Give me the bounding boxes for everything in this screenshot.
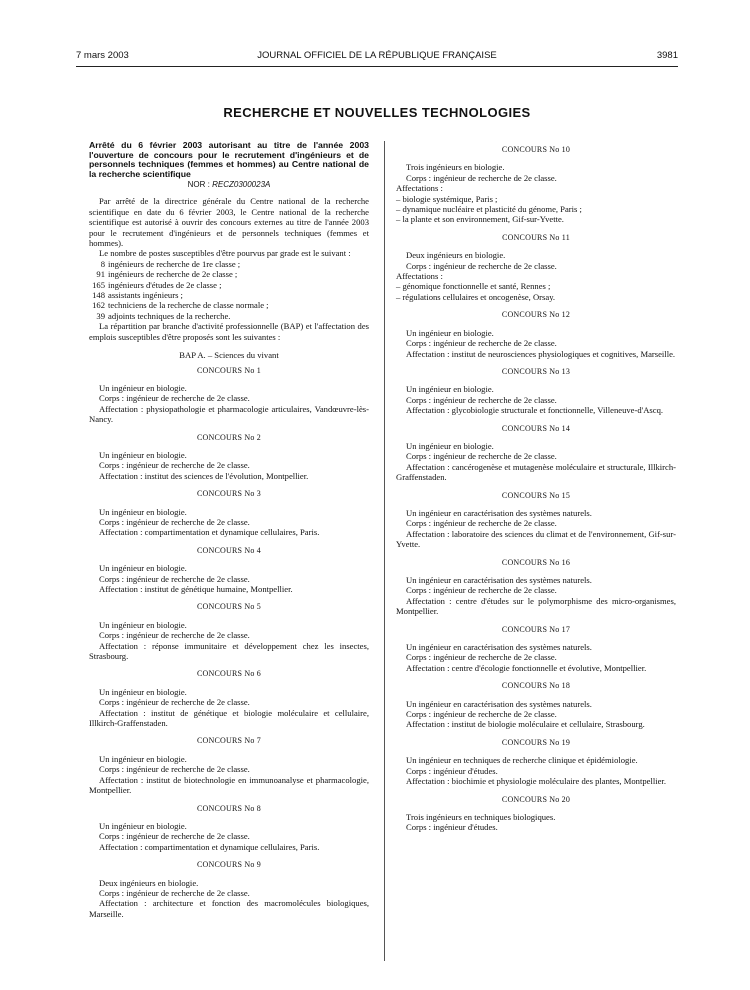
left-column xyxy=(89,141,369,919)
concours-block: CONCOURS No 11 Deux ingénieurs en biologie. Corps : ingénieur de recherche de 2e classe. Affectations : – génomique fonctionnelle et santé, Rennes ; – régulations cellulaires et oncogenèse, Orsay. xyxy=(396,233,676,302)
concours-title: CONCOURS No 13 xyxy=(501,366,571,376)
grade-item: 165 ingénieurs d'études de 2e classe ; xyxy=(92,279,222,290)
grade-item: 39 adjoints techniques de la recherche. xyxy=(96,310,231,321)
concours-block: CONCOURS No 8 Un ingénieur en biologie. Corps : ingénieur de recherche de 2e classe. Affectation : compartimentation et dynamique cellulaires, Paris. xyxy=(89,804,369,853)
header-page-number: 3981 xyxy=(656,50,678,61)
concours-block: CONCOURS No 2 Un ingénieur en biologie. Corps : ingénieur de recherche de 2e classe. Affectation : institut des sciences de l'évolution, Montpellier. xyxy=(89,433,369,482)
concours-block: CONCOURS No 18 Un ingénieur en caractérisation des systèmes naturels. Corps : ingénieur de recherche de 2e classe. Affectation : institut de biologie moléculaire et cellulaire, Strasbourg. xyxy=(396,681,676,730)
grades-list xyxy=(89,259,369,321)
header-rule xyxy=(76,66,678,67)
concours-block: CONCOURS No 4 Un ingénieur en biologie. Corps : ingénieur de recherche de 2e classe. Affectation : institut de génétique humaine, Montpellier. xyxy=(89,546,369,595)
grade-item: 148 assistants ingénieurs ; xyxy=(92,290,183,301)
concours-title: CONCOURS No 12 xyxy=(501,310,571,320)
concours-title: CONCOURS No 15 xyxy=(501,490,571,500)
concours-title: CONCOURS No 18 xyxy=(501,681,571,691)
concours-title: CONCOURS No 20 xyxy=(501,794,571,804)
bap-heading: BAP A. – Sciences du vivant xyxy=(179,350,279,361)
concours-title: CONCOURS No 16 xyxy=(501,557,571,567)
concours-title: CONCOURS No 9 xyxy=(197,860,261,870)
concours-block: CONCOURS No 10 Trois ingénieurs en biologie. Corps : ingénieur de recherche de 2e classe. Affectations : – biologie systémique, Paris ; – dynamique nucléaire et plasticité du génome, Paris ; – la plante et son environnement, Gif-sur-Yvette. xyxy=(396,145,676,225)
concours-block: CONCOURS No 7 Un ingénieur en biologie. Corps : ingénieur de recherche de 2e classe. Affectation : institut de biotechnologie en immunoanalyse et pharmacologie, Montpellier. xyxy=(89,736,369,796)
concours-block: CONCOURS No 1 Un ingénieur en biologie. Corps : ingénieur de recherche de 2e classe. Affectation : physiopathologie et pharmacologie articulaires, Vandœuvre-lès-Nancy. xyxy=(89,365,369,425)
concours-title: CONCOURS No 6 xyxy=(197,669,261,679)
nor-reference xyxy=(89,180,369,190)
concours-block: CONCOURS No 17 Un ingénieur en caractérisation des systèmes naturels. Corps : ingénieur de recherche de 2e classe. Affectation : centre d'écologie fonctionnelle et évolutive, Montpellier. xyxy=(396,625,676,674)
concours-title: CONCOURS No 10 xyxy=(501,145,571,154)
concours-block: CONCOURS No 5 Un ingénieur en biologie. Corps : ingénieur de recherche de 2e classe. Affectation : réponse immunitaire et développement chez les insectes, Strasbourg. xyxy=(89,602,369,662)
grade-item: 91 ingénieurs de recherche de 2e classe ; xyxy=(96,269,238,280)
concours-block: CONCOURS No 16 Un ingénieur en caractérisation des systèmes naturels. Corps : ingénieur de recherche de 2e classe. Affectation : centre d'études sur le polymorphisme des micro-organismes, Montpellier. xyxy=(396,557,676,617)
header-date: 7 mars 2003 xyxy=(76,50,129,61)
concours-block: CONCOURS No 6 Un ingénieur en biologie. Corps : ingénieur de recherche de 2e classe. Affectation : institut de génétique et biologie moléculaire et cellulaire, Illkirch-Graffenstaden. xyxy=(89,669,369,729)
concours-title: CONCOURS No 1 xyxy=(197,365,261,375)
column-divider xyxy=(384,141,385,961)
section-title: RECHERCHE ET NOUVELLES TECHNOLOGIES xyxy=(223,105,531,120)
concours-title: CONCOURS No 2 xyxy=(197,432,261,442)
nor-label: NOR : xyxy=(187,180,210,189)
grade-item: 8 ingénieurs de recherche de 1re classe ; xyxy=(100,258,241,269)
nor-code: RECZ0300023A xyxy=(212,180,271,189)
concours-block: CONCOURS No 20 Trois ingénieurs en techniques biologiques. Corps : ingénieur d'études. xyxy=(396,795,676,833)
concours-block: CONCOURS No 12 Un ingénieur en biologie. Corps : ingénieur de recherche de 2e classe. Affectation : institut de neurosciences physiologiques et cognitives, Marseille. xyxy=(396,310,676,359)
concours-title: CONCOURS No 5 xyxy=(197,602,261,612)
concours-block: CONCOURS No 15 Un ingénieur en caractérisation des systèmes naturels. Corps : ingénieur de recherche de 2e classe. Affectation : laboratoire des sciences du climat et de l'environnement, Gif-sur-Yvette. xyxy=(396,490,676,550)
concours-title: CONCOURS No 19 xyxy=(501,737,571,747)
concours-block: CONCOURS No 9 Deux ingénieurs en biologie. Corps : ingénieur de recherche de 2e classe. Affectation : architecture et fonction des macromolécules biologiques, Marseille. xyxy=(89,860,369,919)
concours-title: CONCOURS No 8 xyxy=(197,803,261,813)
grade-item: 162 techniciens de la recherche de classe normale ; xyxy=(92,300,269,311)
concours-block: CONCOURS No 13 Un ingénieur en biologie. Corps : ingénieur de recherche de 2e classe. Affectation : glycobiologie structurale et fonctionnelle, Villeneuve-d'Ascq. xyxy=(396,367,676,416)
concours-block: CONCOURS No 3 Un ingénieur en biologie. Corps : ingénieur de recherche de 2e classe. Affectation : compartimentation et dynamique cellulaires, Paris. xyxy=(89,489,369,538)
concours-title: CONCOURS No 14 xyxy=(501,423,571,433)
right-column xyxy=(396,141,676,833)
concours-title: CONCOURS No 3 xyxy=(197,489,261,499)
concours-block: CONCOURS No 19 Un ingénieur en techniques de recherche clinique et épidémiologie. Corps : ingénieur d'études. Affectation : biochimie et physiologie moléculaire des plantes, Montpellier. xyxy=(396,738,676,787)
concours-title: CONCOURS No 4 xyxy=(197,545,261,555)
concours-title: CONCOURS No 11 xyxy=(502,232,570,242)
concours-block: CONCOURS No 14 Un ingénieur en biologie. Corps : ingénieur de recherche de 2e classe. Affectation : cancérogenèse et mutagenèse moléculaire et structurale, Illkirch-Graffenstaden. xyxy=(396,423,676,483)
page-header xyxy=(76,50,678,64)
postes-intro: Le nombre de postes susceptibles d'être pourvus par grade est le suivant : xyxy=(99,248,351,259)
concours-title: CONCOURS No 17 xyxy=(501,624,571,634)
header-journal-title: JOURNAL OFFICIEL DE LA RÉPUBLIQUE FRANÇAISE xyxy=(257,50,497,61)
arrete-title: Arrêté du 6 février 2003 autorisant au titre de l'année 2003 l'ouverture de concours pour le recrutement d'ingénieurs et de personnels techniques (femmes et hommes) au Centre national de la recherche scientifique xyxy=(89,140,369,179)
arrete-intro: Par arrêté de la directrice générale du Centre national de la recherche scientifique en date du 6 février 2003, le Centre national de la recherche scientifique est autorisé à ouvrir des concours externes au titre de l'année 2003 pour le recrutement d'ingénieurs et de personnels techniques (femmes et hommes). xyxy=(89,196,369,249)
concours-title: CONCOURS No 7 xyxy=(197,736,261,746)
repartition-paragraph: La répartition par branche d'activité professionnelle (BAP) et l'affectation des emplois susceptibles d'être proposés sont les suivantes : xyxy=(89,321,369,342)
